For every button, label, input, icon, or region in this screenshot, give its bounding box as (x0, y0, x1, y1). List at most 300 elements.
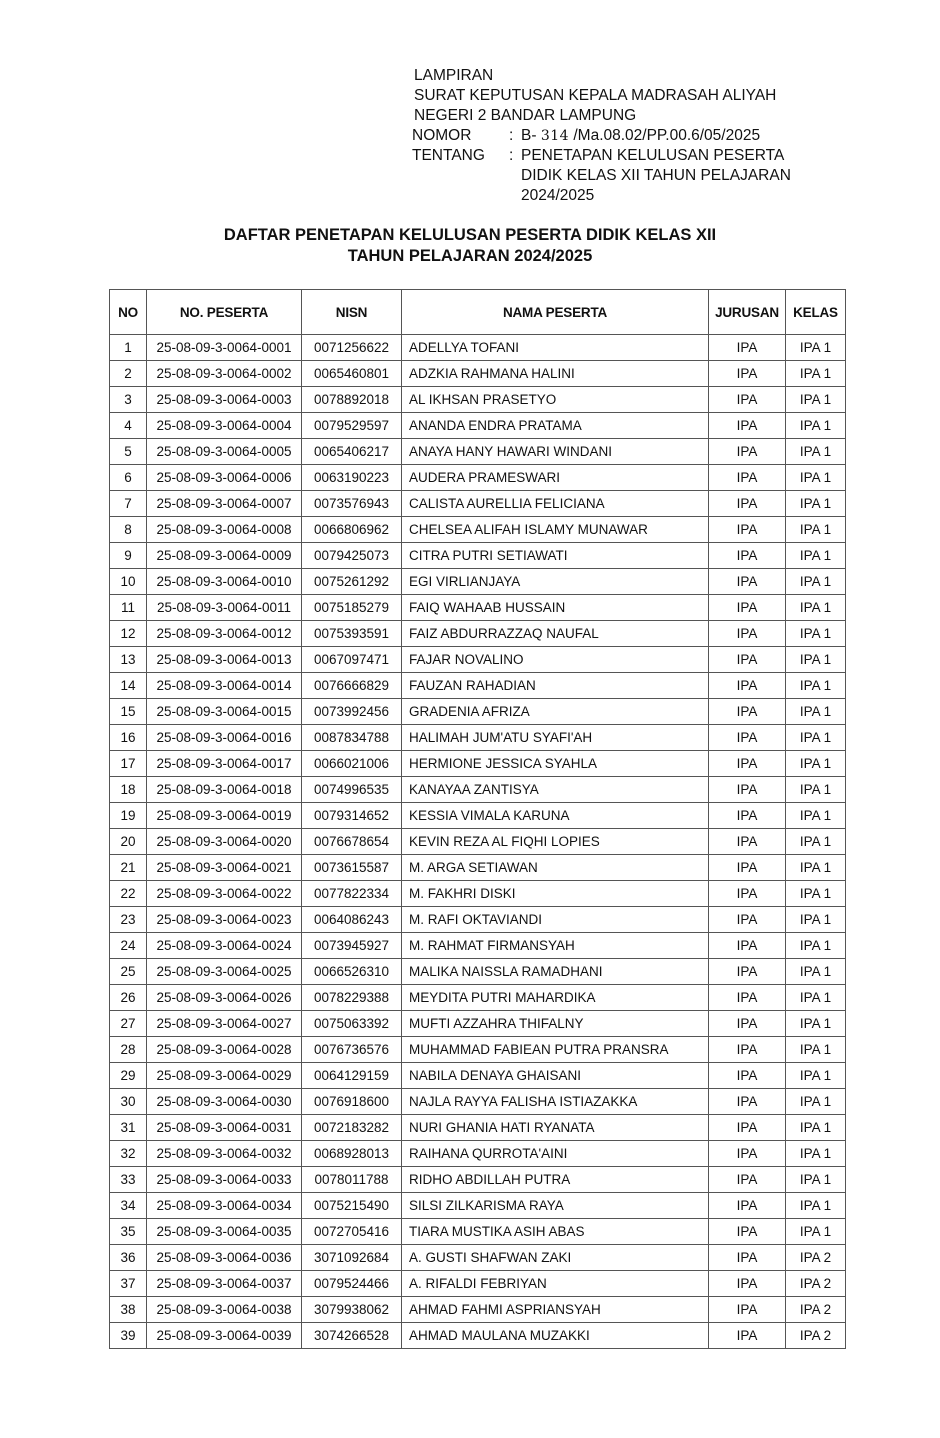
cell-no: 5 (110, 439, 147, 465)
cell-participant-number: 25-08-09-3-0064-0014 (147, 673, 302, 699)
table-row (110, 881, 846, 907)
header-row (110, 290, 846, 335)
table-row (110, 1297, 846, 1323)
cell-participant-number: 25-08-09-3-0064-0019 (147, 803, 302, 829)
cell-class: IPA 1 (786, 387, 846, 413)
cell-participant-name: NAJLA RAYYA FALISHA ISTIAZAKKA (402, 1089, 709, 1115)
cell-no: 20 (110, 829, 147, 855)
header-participant-name: NAMA PESERTA (402, 290, 709, 335)
cell-no: 22 (110, 881, 147, 907)
cell-participant-number: 25-08-09-3-0064-0035 (147, 1219, 302, 1245)
graduation-roster-table (109, 289, 846, 1349)
cell-class: IPA 2 (786, 1323, 846, 1349)
cell-no: 1 (110, 335, 147, 361)
cell-nisn: 0078892018 (302, 387, 402, 413)
cell-class: IPA 1 (786, 413, 846, 439)
cell-participant-name: MUHAMMAD FABIEAN PUTRA PRANSRA (402, 1037, 709, 1063)
cell-nisn: 0075393591 (302, 621, 402, 647)
cell-no: 28 (110, 1037, 147, 1063)
cell-nisn: 0074996535 (302, 777, 402, 803)
cell-class: IPA 1 (786, 543, 846, 569)
cell-major: IPA (709, 465, 786, 491)
cell-participant-name: KEVIN REZA AL FIQHI LOPIES (402, 829, 709, 855)
cell-participant-number: 25-08-09-3-0064-0025 (147, 959, 302, 985)
cell-no: 21 (110, 855, 147, 881)
cell-no: 17 (110, 751, 147, 777)
table-row (110, 777, 846, 803)
cell-participant-name: RAIHANA QURROTA'AINI (402, 1141, 709, 1167)
cell-participant-name: AHMAD FAHMI ASPRIANSYAH (402, 1297, 709, 1323)
table-row (110, 1115, 846, 1141)
cell-class: IPA 1 (786, 569, 846, 595)
cell-nisn: 0066021006 (302, 751, 402, 777)
cell-no: 35 (110, 1219, 147, 1245)
cell-class: IPA 1 (786, 673, 846, 699)
cell-major: IPA (709, 829, 786, 855)
cell-participant-number: 25-08-09-3-0064-0023 (147, 907, 302, 933)
cell-participant-name: FAIZ ABDURRAZZAQ NAUFAL (402, 621, 709, 647)
table-row (110, 907, 846, 933)
cell-participant-number: 25-08-09-3-0064-0011 (147, 595, 302, 621)
cell-nisn: 3079938062 (302, 1297, 402, 1323)
cell-participant-number: 25-08-09-3-0064-0001 (147, 335, 302, 361)
cell-class: IPA 1 (786, 335, 846, 361)
cell-class: IPA 1 (786, 777, 846, 803)
cell-class: IPA 1 (786, 855, 846, 881)
cell-nisn: 0065406217 (302, 439, 402, 465)
cell-participant-name: A. RIFALDI FEBRIYAN (402, 1271, 709, 1297)
cell-major: IPA (709, 1167, 786, 1193)
cell-major: IPA (709, 621, 786, 647)
cell-participant-number: 25-08-09-3-0064-0015 (147, 699, 302, 725)
header-no: NO (110, 290, 147, 335)
document-title (0, 225, 940, 267)
cell-nisn: 0073992456 (302, 699, 402, 725)
cell-major: IPA (709, 439, 786, 465)
cell-participant-number: 25-08-09-3-0064-0028 (147, 1037, 302, 1063)
cell-participant-number: 25-08-09-3-0064-0037 (147, 1271, 302, 1297)
cell-participant-number: 25-08-09-3-0064-0010 (147, 569, 302, 595)
cell-participant-name: FAIQ WAHAAB HUSSAIN (402, 595, 709, 621)
cell-major: IPA (709, 985, 786, 1011)
cell-participant-name: MUFTI AZZAHRA THIFALNY (402, 1011, 709, 1037)
cell-major: IPA (709, 335, 786, 361)
cell-participant-number: 25-08-09-3-0064-0002 (147, 361, 302, 387)
cell-participant-number: 25-08-09-3-0064-0016 (147, 725, 302, 751)
decree-number-separator: : (509, 127, 514, 144)
decree-number (414, 126, 791, 146)
cell-nisn: 0065460801 (302, 361, 402, 387)
cell-no: 15 (110, 699, 147, 725)
table-row (110, 751, 846, 777)
cell-nisn: 0063190223 (302, 465, 402, 491)
cell-no: 16 (110, 725, 147, 751)
cell-nisn: 0076678654 (302, 829, 402, 855)
cell-class: IPA 1 (786, 517, 846, 543)
cell-class: IPA 2 (786, 1297, 846, 1323)
cell-nisn: 0077822334 (302, 881, 402, 907)
cell-nisn: 0079529597 (302, 413, 402, 439)
cell-major: IPA (709, 1271, 786, 1297)
decree-subject-separator: : (509, 147, 514, 164)
cell-participant-name: M. RAFI OKTAVIANDI (402, 907, 709, 933)
cell-class: IPA 1 (786, 1115, 846, 1141)
cell-participant-name: KESSIA VIMALA KARUNA (402, 803, 709, 829)
cell-participant-name: FAUZAN RAHADIAN (402, 673, 709, 699)
cell-participant-number: 25-08-09-3-0064-0005 (147, 439, 302, 465)
cell-participant-name: NABILA DENAYA GHAISANI (402, 1063, 709, 1089)
cell-major: IPA (709, 1245, 786, 1271)
cell-no: 4 (110, 413, 147, 439)
cell-participant-number: 25-08-09-3-0064-0012 (147, 621, 302, 647)
cell-participant-name: AUDERA PRAMESWARI (402, 465, 709, 491)
cell-nisn: 0073576943 (302, 491, 402, 517)
cell-participant-number: 25-08-09-3-0064-0007 (147, 491, 302, 517)
cell-class: IPA 1 (786, 751, 846, 777)
cell-participant-name: RIDHO ABDILLAH PUTRA (402, 1167, 709, 1193)
decree-subject (414, 146, 791, 166)
cell-participant-number: 25-08-09-3-0064-0033 (147, 1167, 302, 1193)
table-row (110, 673, 846, 699)
decree-title-line-2: NEGERI 2 BANDAR LAMPUNG (414, 107, 637, 124)
cell-class: IPA 1 (786, 959, 846, 985)
cell-participant-number: 25-08-09-3-0064-0008 (147, 517, 302, 543)
cell-major: IPA (709, 1219, 786, 1245)
cell-participant-name: FAJAR NOVALINO (402, 647, 709, 673)
cell-major: IPA (709, 881, 786, 907)
cell-class: IPA 1 (786, 1193, 846, 1219)
cell-no: 26 (110, 985, 147, 1011)
cell-major: IPA (709, 647, 786, 673)
cell-participant-number: 25-08-09-3-0064-0039 (147, 1323, 302, 1349)
cell-nisn: 0075063392 (302, 1011, 402, 1037)
cell-no: 18 (110, 777, 147, 803)
cell-participant-number: 25-08-09-3-0064-0030 (147, 1089, 302, 1115)
cell-no: 10 (110, 569, 147, 595)
table-row (110, 1089, 846, 1115)
cell-participant-number: 25-08-09-3-0064-0032 (147, 1141, 302, 1167)
cell-participant-number: 25-08-09-3-0064-0004 (147, 413, 302, 439)
cell-participant-name: AHMAD MAULANA MUZAKKI (402, 1323, 709, 1349)
cell-major: IPA (709, 673, 786, 699)
cell-class: IPA 1 (786, 829, 846, 855)
decree-subject-line-3: 2024/2025 (521, 187, 595, 204)
cell-nisn: 0064129159 (302, 1063, 402, 1089)
cell-participant-name: EGI VIRLIANJAYA (402, 569, 709, 595)
cell-major: IPA (709, 907, 786, 933)
table-row (110, 1037, 846, 1063)
cell-participant-name: HALIMAH JUM'ATU SYAFI'AH (402, 725, 709, 751)
cell-participant-number: 25-08-09-3-0064-0021 (147, 855, 302, 881)
decree-number-value (521, 126, 760, 146)
cell-participant-name: HERMIONE JESSICA SYAHLA (402, 751, 709, 777)
cell-major: IPA (709, 1297, 786, 1323)
decree-subject-line-1: PENETAPAN KELULUSAN PESERTA (521, 147, 785, 164)
cell-no: 36 (110, 1245, 147, 1271)
cell-class: IPA 1 (786, 1219, 846, 1245)
cell-class: IPA 1 (786, 491, 846, 517)
cell-participant-name: CALISTA AURELLIA FELICIANA (402, 491, 709, 517)
cell-class: IPA 1 (786, 1063, 846, 1089)
decree-number-label: NOMOR (412, 127, 472, 144)
decree-number-prefix: B- (521, 127, 537, 144)
cell-major: IPA (709, 1193, 786, 1219)
cell-no: 31 (110, 1115, 147, 1141)
cell-no: 33 (110, 1167, 147, 1193)
cell-participant-name: NURI GHANIA HATI RYANATA (402, 1115, 709, 1141)
cell-major: IPA (709, 491, 786, 517)
cell-major: IPA (709, 387, 786, 413)
cell-class: IPA 1 (786, 1011, 846, 1037)
cell-major: IPA (709, 959, 786, 985)
cell-major: IPA (709, 725, 786, 751)
cell-class: IPA 1 (786, 1167, 846, 1193)
cell-class: IPA 1 (786, 881, 846, 907)
table-row (110, 1167, 846, 1193)
cell-no: 2 (110, 361, 147, 387)
cell-major: IPA (709, 517, 786, 543)
table-row (110, 1271, 846, 1297)
cell-class: IPA 1 (786, 361, 846, 387)
cell-no: 34 (110, 1193, 147, 1219)
header-major: JURUSAN (709, 290, 786, 335)
attachment-header (414, 66, 791, 206)
cell-major: IPA (709, 1011, 786, 1037)
cell-nisn: 0075215490 (302, 1193, 402, 1219)
table-row (110, 387, 846, 413)
cell-participant-name: GRADENIA AFRIZA (402, 699, 709, 725)
table-body (110, 335, 846, 1349)
cell-participant-name: ANAYA HANY HAWARI WINDANI (402, 439, 709, 465)
cell-participant-name: KANAYAA ZANTISYA (402, 777, 709, 803)
table-row (110, 439, 846, 465)
cell-class: IPA 1 (786, 647, 846, 673)
cell-class: IPA 1 (786, 1037, 846, 1063)
cell-class: IPA 1 (786, 1089, 846, 1115)
table-row (110, 491, 846, 517)
header-participant-number: NO. PESERTA (147, 290, 302, 335)
table-row (110, 647, 846, 673)
cell-major: IPA (709, 413, 786, 439)
table-row (110, 1193, 846, 1219)
document-title-line-1: DAFTAR PENETAPAN KELULUSAN PESERTA DIDIK KELAS XII (223, 226, 717, 244)
cell-class: IPA 1 (786, 725, 846, 751)
cell-nisn: 0075261292 (302, 569, 402, 595)
cell-participant-number: 25-08-09-3-0064-0003 (147, 387, 302, 413)
cell-participant-number: 25-08-09-3-0064-0034 (147, 1193, 302, 1219)
cell-participant-name: SILSI ZILKARISMA RAYA (402, 1193, 709, 1219)
cell-participant-name: ANANDA ENDRA PRATAMA (402, 413, 709, 439)
cell-major: IPA (709, 699, 786, 725)
cell-major: IPA (709, 751, 786, 777)
table-row (110, 1063, 846, 1089)
cell-participant-name: TIARA MUSTIKA ASIH ABAS (402, 1219, 709, 1245)
attachment-heading: LAMPIRAN (414, 67, 494, 84)
cell-no: 19 (110, 803, 147, 829)
table-row (110, 855, 846, 881)
decree-title-line-1: SURAT KEPUTUSAN KEPALA MADRASAH ALIYAH (414, 87, 777, 104)
cell-participant-name: M. ARGA SETIAWAN (402, 855, 709, 881)
table-row (110, 959, 846, 985)
table-row (110, 517, 846, 543)
cell-nisn: 0079524466 (302, 1271, 402, 1297)
cell-participant-number: 25-08-09-3-0064-0038 (147, 1297, 302, 1323)
cell-no: 8 (110, 517, 147, 543)
cell-nisn: 0076666829 (302, 673, 402, 699)
cell-class: IPA 2 (786, 1271, 846, 1297)
cell-participant-name: MEYDITA PUTRI MAHARDIKA (402, 985, 709, 1011)
cell-major: IPA (709, 803, 786, 829)
table-row (110, 413, 846, 439)
cell-nisn: 3071092684 (302, 1245, 402, 1271)
table-row (110, 595, 846, 621)
cell-major: IPA (709, 595, 786, 621)
cell-major: IPA (709, 1037, 786, 1063)
cell-no: 11 (110, 595, 147, 621)
cell-class: IPA 1 (786, 595, 846, 621)
cell-participant-number: 25-08-09-3-0064-0009 (147, 543, 302, 569)
table-row (110, 725, 846, 751)
decree-number-suffix: /Ma.08.02/PP.00.6/05/2025 (573, 127, 761, 144)
table-row (110, 1219, 846, 1245)
table-row (110, 361, 846, 387)
cell-major: IPA (709, 1323, 786, 1349)
cell-major: IPA (709, 1063, 786, 1089)
table-row (110, 933, 846, 959)
table-row (110, 569, 846, 595)
cell-no: 37 (110, 1271, 147, 1297)
cell-no: 14 (110, 673, 147, 699)
cell-participant-number: 25-08-09-3-0064-0006 (147, 465, 302, 491)
cell-class: IPA 1 (786, 699, 846, 725)
cell-class: IPA 1 (786, 907, 846, 933)
table-row (110, 829, 846, 855)
cell-participant-name: ADZKIA RAHMANA HALINI (402, 361, 709, 387)
cell-nisn: 0072705416 (302, 1219, 402, 1245)
cell-participant-number: 25-08-09-3-0064-0031 (147, 1115, 302, 1141)
cell-nisn: 0076736576 (302, 1037, 402, 1063)
cell-no: 13 (110, 647, 147, 673)
cell-no: 7 (110, 491, 147, 517)
cell-major: IPA (709, 361, 786, 387)
cell-nisn: 0076918600 (302, 1089, 402, 1115)
cell-participant-number: 25-08-09-3-0064-0013 (147, 647, 302, 673)
cell-no: 32 (110, 1141, 147, 1167)
table-row (110, 543, 846, 569)
cell-nisn: 0064086243 (302, 907, 402, 933)
cell-class: IPA 1 (786, 933, 846, 959)
cell-class: IPA 2 (786, 1245, 846, 1271)
table-row (110, 803, 846, 829)
table-row (110, 621, 846, 647)
cell-participant-number: 25-08-09-3-0064-0026 (147, 985, 302, 1011)
cell-participant-name: AL IKHSAN PRASETYO (402, 387, 709, 413)
cell-nisn: 0079314652 (302, 803, 402, 829)
table-row (110, 985, 846, 1011)
cell-participant-name: A. GUSTI SHAFWAN ZAKI (402, 1245, 709, 1271)
cell-participant-number: 25-08-09-3-0064-0027 (147, 1011, 302, 1037)
cell-no: 25 (110, 959, 147, 985)
cell-class: IPA 1 (786, 465, 846, 491)
cell-major: IPA (709, 933, 786, 959)
cell-participant-number: 25-08-09-3-0064-0029 (147, 1063, 302, 1089)
cell-class: IPA 1 (786, 621, 846, 647)
decree-subject-line-2: DIDIK KELAS XII TAHUN PELAJARAN (521, 167, 791, 184)
table-row (110, 1245, 846, 1271)
cell-no: 27 (110, 1011, 147, 1037)
cell-participant-name: CHELSEA ALIFAH ISLAMY MUNAWAR (402, 517, 709, 543)
cell-nisn: 0071256622 (302, 335, 402, 361)
cell-nisn: 0073615587 (302, 855, 402, 881)
document-title-line-2: TAHUN PELAJARAN 2024/2025 (347, 247, 593, 265)
cell-no: 24 (110, 933, 147, 959)
cell-participant-number: 25-08-09-3-0064-0036 (147, 1245, 302, 1271)
cell-nisn: 0066806962 (302, 517, 402, 543)
cell-participant-number: 25-08-09-3-0064-0020 (147, 829, 302, 855)
cell-participant-number: 25-08-09-3-0064-0017 (147, 751, 302, 777)
header-class: KELAS (786, 290, 846, 335)
cell-nisn: 0068928013 (302, 1141, 402, 1167)
cell-nisn: 0066526310 (302, 959, 402, 985)
cell-participant-name: CITRA PUTRI SETIAWATI (402, 543, 709, 569)
cell-major: IPA (709, 1141, 786, 1167)
cell-nisn: 0079425073 (302, 543, 402, 569)
cell-participant-number: 25-08-09-3-0064-0022 (147, 881, 302, 907)
cell-major: IPA (709, 1115, 786, 1141)
cell-major: IPA (709, 569, 786, 595)
cell-no: 6 (110, 465, 147, 491)
cell-participant-number: 25-08-09-3-0064-0024 (147, 933, 302, 959)
cell-class: IPA 1 (786, 985, 846, 1011)
cell-no: 12 (110, 621, 147, 647)
cell-class: IPA 1 (786, 803, 846, 829)
cell-no: 39 (110, 1323, 147, 1349)
table-row (110, 1141, 846, 1167)
cell-no: 23 (110, 907, 147, 933)
decree-number-handwritten: 314 (540, 128, 570, 144)
cell-participant-name: M. RAHMAT FIRMANSYAH (402, 933, 709, 959)
cell-nisn: 0067097471 (302, 647, 402, 673)
cell-major: IPA (709, 855, 786, 881)
cell-nisn: 0075185279 (302, 595, 402, 621)
table-row (110, 1011, 846, 1037)
cell-participant-name: ADELLYA TOFANI (402, 335, 709, 361)
cell-major: IPA (709, 543, 786, 569)
cell-participant-name: M. FAKHRI DISKI (402, 881, 709, 907)
table-row (110, 465, 846, 491)
table-row (110, 699, 846, 725)
cell-participant-number: 25-08-09-3-0064-0018 (147, 777, 302, 803)
cell-nisn: 3074266528 (302, 1323, 402, 1349)
cell-class: IPA 1 (786, 439, 846, 465)
cell-major: IPA (709, 777, 786, 803)
cell-no: 30 (110, 1089, 147, 1115)
cell-no: 38 (110, 1297, 147, 1323)
table-header (110, 290, 846, 335)
cell-nisn: 0072183282 (302, 1115, 402, 1141)
cell-major: IPA (709, 1089, 786, 1115)
cell-nisn: 0073945927 (302, 933, 402, 959)
cell-nisn: 0078229388 (302, 985, 402, 1011)
cell-no: 3 (110, 387, 147, 413)
table-row (110, 335, 846, 361)
header-nisn: NISN (302, 290, 402, 335)
cell-class: IPA 1 (786, 1141, 846, 1167)
cell-nisn: 0087834788 (302, 725, 402, 751)
decree-subject-label: TENTANG (412, 147, 485, 164)
cell-no: 9 (110, 543, 147, 569)
cell-no: 29 (110, 1063, 147, 1089)
